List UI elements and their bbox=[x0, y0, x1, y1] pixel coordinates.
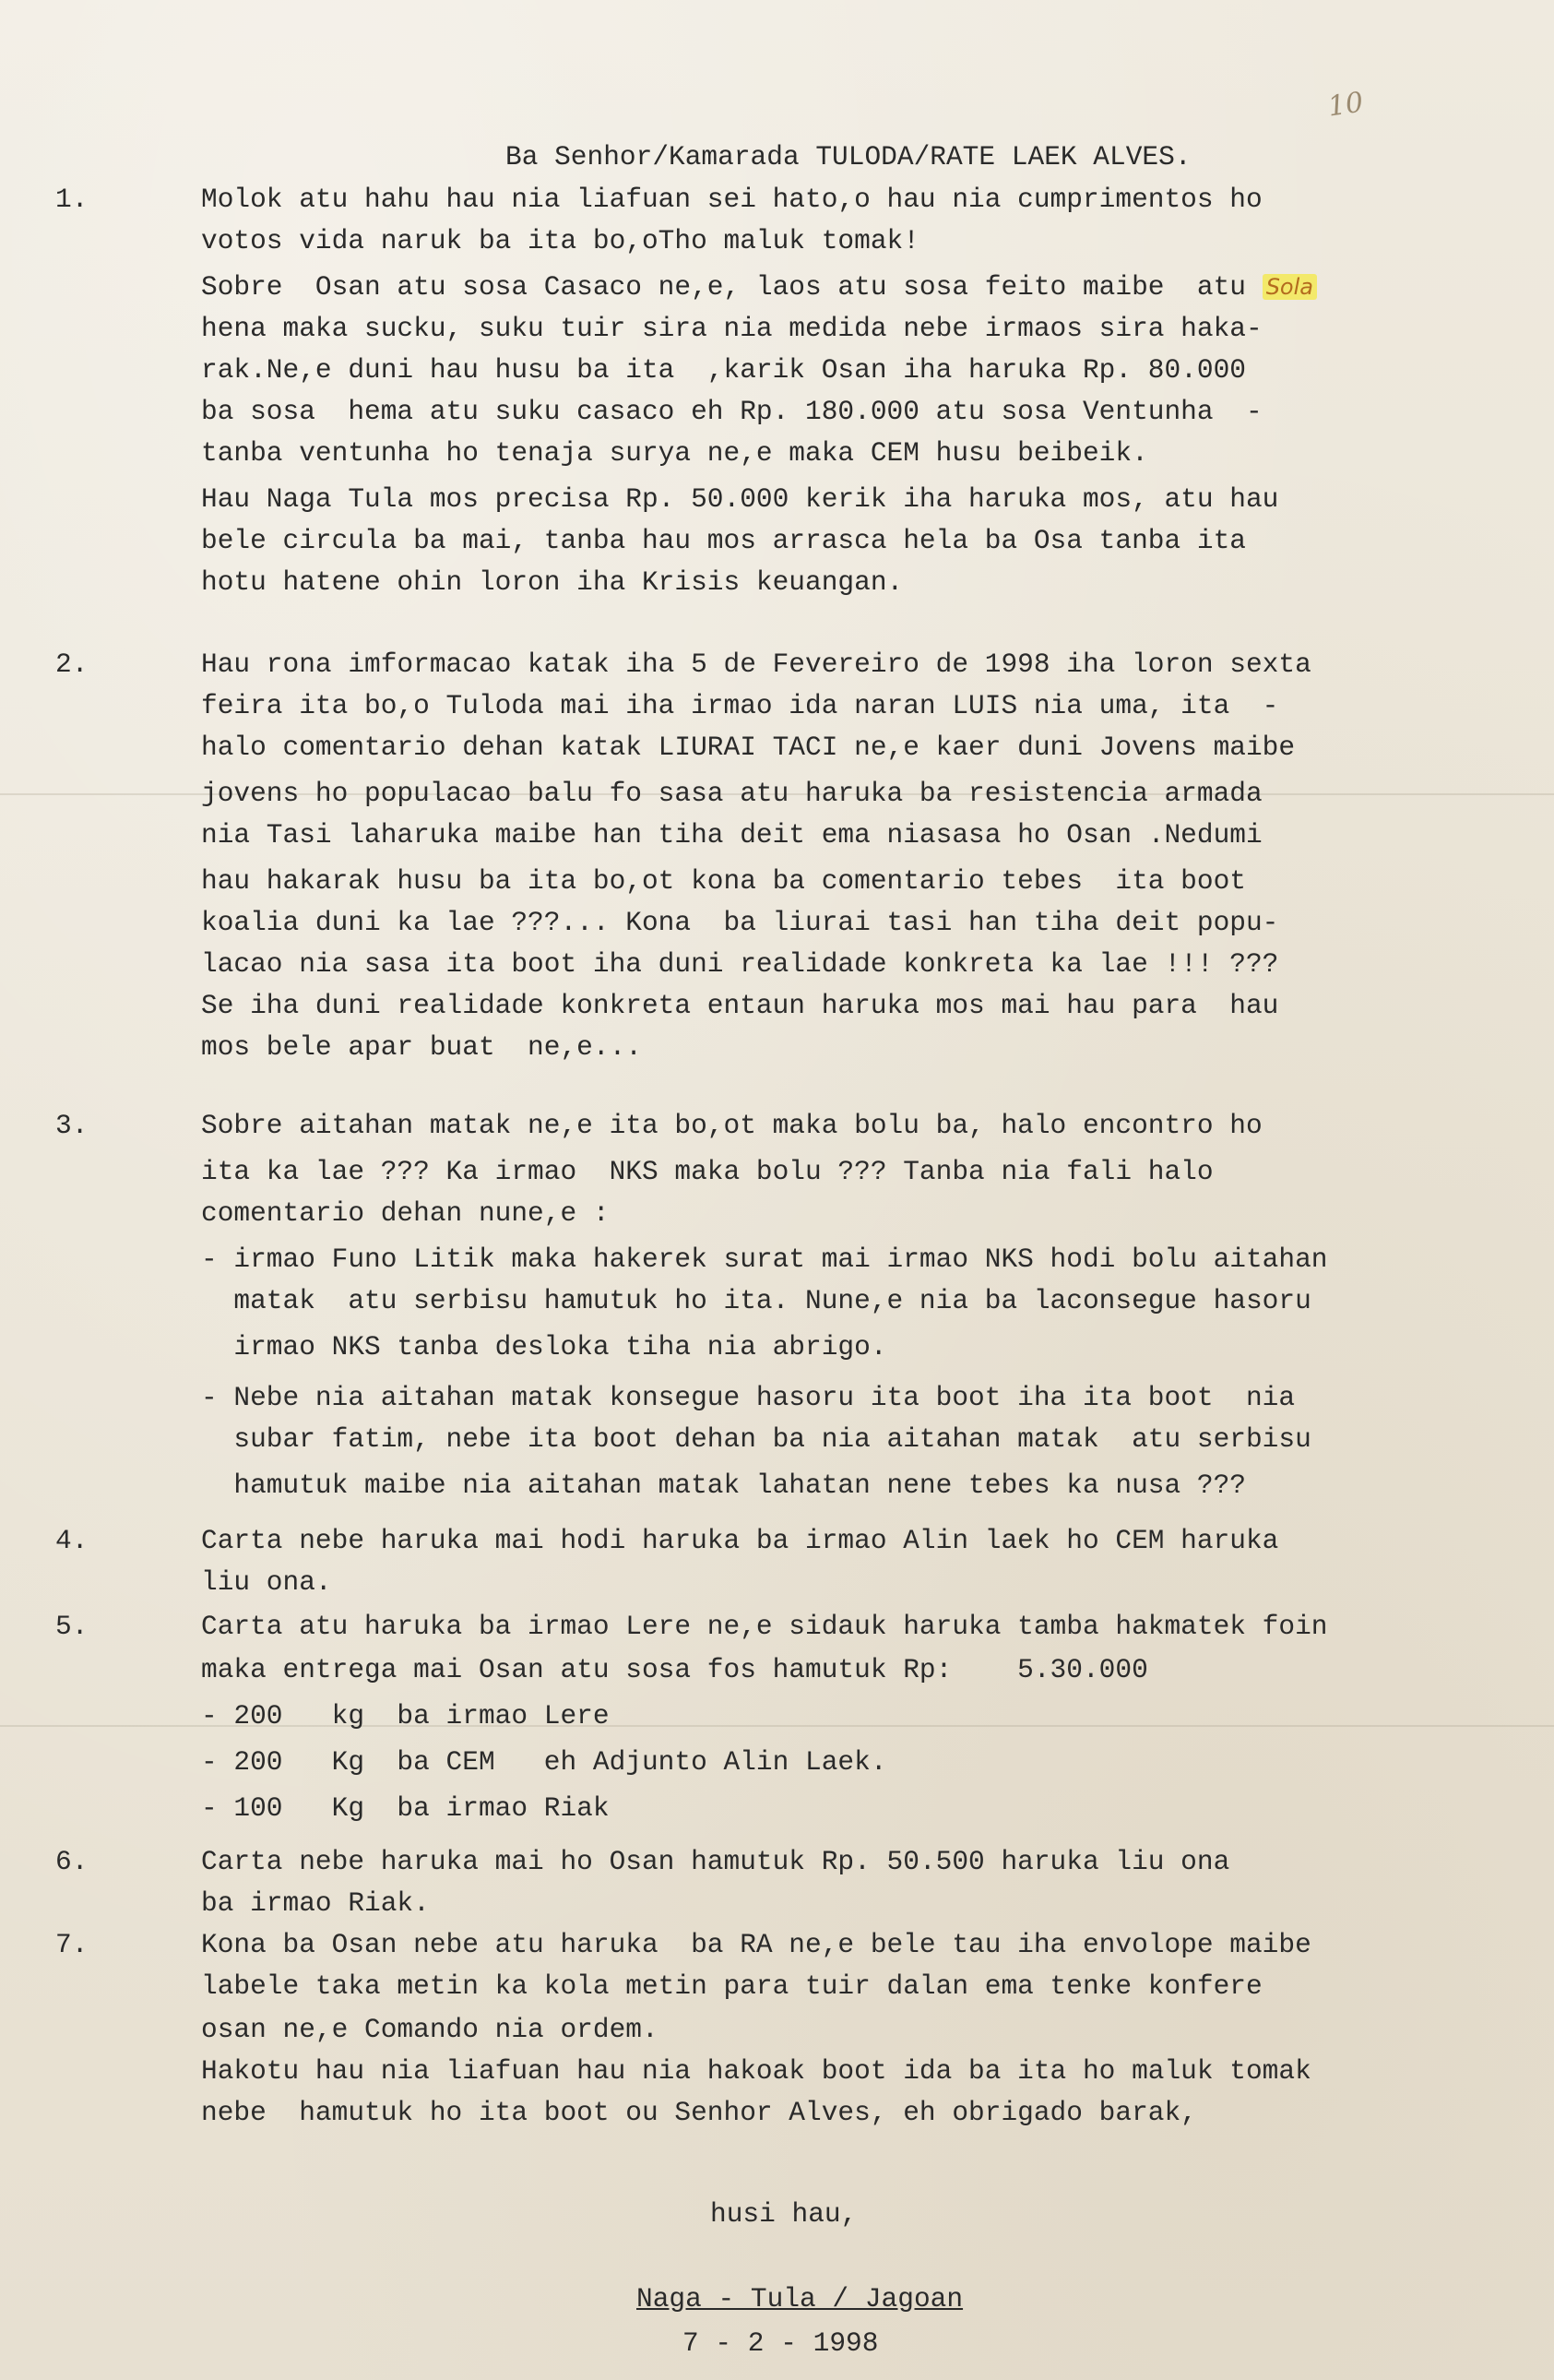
letter-line: Hau rona imformacao katak iha 5 de Fevereiro de 1998 iha loron sexta bbox=[201, 649, 1311, 680]
letter-line: hamutuk maibe nia aitahan matak lahatan nene tebes ka nusa ??? bbox=[201, 1470, 1246, 1501]
letter-line: bele circula ba mai, tanba hau mos arrasca hela ba Osa tanba ita bbox=[201, 525, 1246, 556]
letter-line: liu ona. bbox=[201, 1566, 332, 1598]
letter-line: ba sosa hema atu suku casaco eh Rp. 180.000 atu sosa Ventunha - bbox=[201, 396, 1263, 427]
letter-line: halo comentario dehan katak LIURAI TACI ne,e kaer duni Jovens maibe bbox=[201, 732, 1296, 763]
letter-line: irmao NKS tanba desloka tiha nia abrigo. bbox=[201, 1331, 887, 1363]
letter-line: tanba ventunha ho tenaja surya ne,e maka CEM husu beibeik. bbox=[201, 437, 1148, 469]
letter-line: - 200 kg ba irmao Lere bbox=[201, 1700, 610, 1731]
letter-line: matak atu serbisu hamutuk ho ita. Nune,e nia ba laconsegue hasoru bbox=[201, 1285, 1311, 1316]
letter-line: ita ka lae ??? Ka irmao NKS maka bolu ??? Tanba nia fali halo bbox=[201, 1156, 1214, 1187]
letter-line: lacao nia sasa ita boot iha duni realidade konkreta ka lae !!! ??? bbox=[201, 948, 1279, 980]
closing-greeting: husi hau, bbox=[710, 2198, 858, 2230]
letter-line: - 200 Kg ba CEM eh Adjunto Alin Laek. bbox=[201, 1746, 887, 1778]
letter-line: Kona ba Osan nebe atu haruka ba RA ne,e bele tau iha envolope maibe bbox=[201, 1929, 1311, 1960]
letter-line: labele taka metin ka kola metin para tuir dalan ema tenke konfere bbox=[201, 1970, 1263, 2002]
letter-line: Sobre aitahan matak ne,e ita bo,ot maka bolu ba, halo encontro ho bbox=[201, 1110, 1263, 1141]
letter-line: nebe hamutuk ho ita boot ou Senhor Alves, eh obrigado barak, bbox=[201, 2097, 1197, 2128]
letter-line: Carta nebe haruka mai hodi haruka ba irmao Alin laek ho CEM haruka bbox=[201, 1525, 1279, 1556]
letter-date: 7 - 2 - 1998 bbox=[682, 2327, 879, 2359]
letter-line: Carta nebe haruka mai ho Osan hamutuk Rp. 50.500 haruka liu ona bbox=[201, 1846, 1230, 1877]
letter-line: koalia duni ka lae ???... Kona ba liurai tasi han tiha deit popu- bbox=[201, 907, 1279, 938]
item-number: 3. bbox=[55, 1110, 89, 1141]
letter-line: Hakotu hau nia liafuan hau nia hakoak boot ida ba ita ho maluk tomak bbox=[201, 2055, 1311, 2087]
letter-line: nia Tasi laharuka maibe han tiha deit ema niasasa ho Osan .Nedumi bbox=[201, 819, 1263, 851]
letter-line: Hau Naga Tula mos precisa Rp. 50.000 kerik iha haruka mos, atu hau bbox=[201, 483, 1279, 515]
item-number: 2. bbox=[55, 649, 89, 680]
letter-line: Molok atu hahu hau nia liafuan sei hato,o hau nia cumprimentos ho bbox=[201, 184, 1263, 215]
letter-line: hau hakarak husu ba ita bo,ot kona ba comentario tebes ita boot bbox=[201, 865, 1246, 897]
letter-line-text: Sobre Osan atu sosa Casaco ne,e, laos atu sosa feito maibe atu bbox=[201, 271, 1246, 303]
letter-line: rak.Ne,e duni hau husu ba ita ,karik Osan iha haruka Rp. 80.000 bbox=[201, 354, 1246, 386]
letter-line: - Nebe nia aitahan matak konsegue hasoru ita boot iha ita boot nia bbox=[201, 1382, 1296, 1413]
handwritten-highlight: Sola bbox=[1263, 274, 1317, 300]
letter-line: feira ita bo,o Tuloda mai iha irmao ida naran LUIS nia uma, ita - bbox=[201, 690, 1279, 721]
letter-line: comentario dehan nune,e : bbox=[201, 1197, 610, 1229]
letter-line: subar fatim, nebe ita boot dehan ba nia aitahan matak atu serbisu bbox=[201, 1423, 1311, 1455]
letter-line: mos bele apar buat ne,e... bbox=[201, 1031, 642, 1063]
item-number: 6. bbox=[55, 1846, 89, 1877]
page-number-annotation: 10 bbox=[1325, 86, 1366, 124]
letter-heading: Ba Senhor/Kamarada TULODA/RATE LAEK ALVES. bbox=[505, 141, 1192, 173]
letter-line: Se iha duni realidade konkreta entaun haruka mos mai hau para hau bbox=[201, 990, 1279, 1021]
letter-line: votos vida naruk ba ita bo,oTho maluk tomak! bbox=[201, 225, 919, 256]
item-number: 7. bbox=[55, 1929, 89, 1960]
letter-line: hena maka sucku, suku tuir sira nia medida nebe irmaos sira haka- bbox=[201, 313, 1263, 344]
item-number: 4. bbox=[55, 1525, 89, 1556]
letter-line: osan ne,e Comando nia ordem. bbox=[201, 2014, 658, 2045]
signature-name: Naga - Tula / Jagoan bbox=[636, 2283, 964, 2315]
letter-line: Carta atu haruka ba irmao Lere ne,e sidauk haruka tamba hakmatek foin bbox=[201, 1611, 1328, 1642]
letter-line: hotu hatene ohin loron iha Krisis keuangan. bbox=[201, 566, 904, 598]
letter-line: maka entrega mai Osan atu sosa fos hamutuk Rp: 5.30.000 bbox=[201, 1654, 1148, 1685]
letter-line: - 100 Kg ba irmao Riak bbox=[201, 1792, 610, 1824]
letter-line: jovens ho populacao balu fo sasa atu haruka ba resistencia armada bbox=[201, 778, 1263, 809]
letter-line: ba irmao Riak. bbox=[201, 1887, 430, 1919]
letter-line: - irmao Funo Litik maka hakerek surat mai irmao NKS hodi bolu aitahan bbox=[201, 1244, 1328, 1275]
item-number: 1. bbox=[55, 184, 89, 215]
letter-line bbox=[201, 268, 1317, 305]
item-number: 5. bbox=[55, 1611, 89, 1642]
